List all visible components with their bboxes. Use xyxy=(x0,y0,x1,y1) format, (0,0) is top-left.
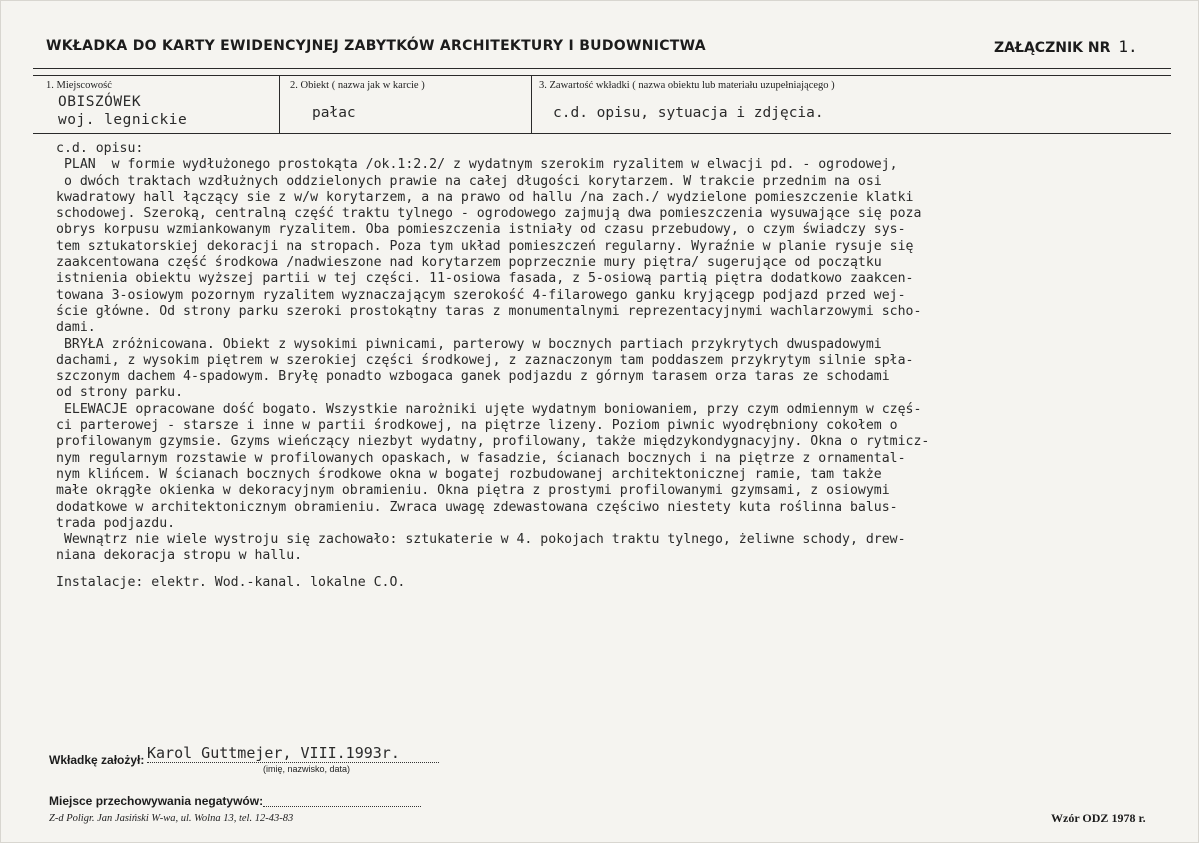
body-line: zaakcentowana część środkowa /nadwieszone nad korytarzem poprzecznie mury piętra/ sugerujące od początku xyxy=(56,255,882,271)
form-id: Wzór ODZ 1978 r. xyxy=(1051,811,1146,825)
locality-value-line2: woj. legnickie xyxy=(58,112,188,128)
body-line: Instalacje: elektr. Wod.-kanal. lokalne C.O. xyxy=(56,574,406,590)
body-line: Wewnątrz nie wiele wystroju się zachowało: sztukaterie w 4. pokojach traktu tylnego, żeliwne schody, drew- xyxy=(56,532,906,548)
field-divider-2 xyxy=(531,75,532,133)
body-line: ci parterowej - starsze i inne w partii środkowej, na piętrze lizeny. Poziom piwnic wyodrębniony cokołem o xyxy=(56,418,898,434)
author-dotted-line xyxy=(147,762,439,763)
body-line: ELEWACJE opracowane dość bogato. Wszystkie narożniki ujęte wydatnym boniowaniem, przy czym odmiennym w częś- xyxy=(56,401,922,417)
body-line: dachami, z wysokim piętrem w szerokiej części środkowej, z zaznaczonym tam poddaszem przykrytym silnie spła- xyxy=(56,352,914,368)
object-value: pałac xyxy=(312,105,356,121)
author-label: Wkładkę założył: xyxy=(49,753,145,767)
print-note: Z-d Poligr. Jan Jasiński W-wa, ul. Wolna 13, tel. 12-43-83 xyxy=(49,813,294,824)
body-line: dami. xyxy=(56,320,96,336)
body-line: małe okrągłe okienka w dekoracyjnym obramieniu. Okna piętra z prostymi profilowanymi gzymsami, z osiowymi xyxy=(56,483,890,499)
locality-value-line1: OBISZÓWEK xyxy=(58,94,142,110)
annex-label: ZAŁĄCZNIK NR xyxy=(994,40,1111,56)
locality-label: 1. Miejscowość xyxy=(46,80,112,91)
field-divider-1 xyxy=(279,75,280,133)
body-line: kwadratowy hall łączący sie z w/w korytarzem, a na prawo od hallu /na zach./ wydzielone pomieszczenie klatki xyxy=(56,189,914,205)
contents-label: 3. Zawartość wkładki ( nazwa obiektu lub materiału uzupełniającego ) xyxy=(539,80,835,91)
fields-bottom-rule xyxy=(33,133,1171,134)
body-line: towana 3-osiowym pozornym ryzalitem wyznaczającym szerokość 4-filarowego ganku kryjącegp podjazd przed wej- xyxy=(56,287,906,303)
body-line: PLAN w formie wydłużonego prostokąta /ok.1:2.2/ z wydatnym szerokim ryzalitem w elwacji pd. - ogrodowej, xyxy=(56,157,898,173)
body-line: obrys korpusu wzmiankowanym ryzalitem. Oba pomieszczenia istniały od czasu przebudowy, o czym świadczy sys- xyxy=(56,222,906,238)
contents-value: c.d. opisu, sytuacja i zdjęcia. xyxy=(553,105,824,121)
body-line: niana dekoracja stropu w hallu. xyxy=(56,548,303,564)
annex-number: 1. xyxy=(1118,37,1138,56)
body-line: ście główne. Od strony parku szeroki prostokątny taras z monumentalnymi reprezentacyjnymi wachlarzowymi scho- xyxy=(56,303,922,319)
body-line: nym regularnym rozstawie w profilowanych opaskach, w fasadzie, ścianach bocznych i na piętrze z ornamental- xyxy=(56,450,906,466)
body-line: trada podjazdu. xyxy=(56,515,176,531)
body-line: profilowanym gzymsie. Gzyms wieńczący niezbyt wydatny, profilowany, także międzykondygnacyjny. Okna o rytmicz- xyxy=(56,434,930,450)
object-label: 2. Obiekt ( nazwa jak w karcie ) xyxy=(290,80,425,91)
annex-heading xyxy=(994,37,1138,56)
negatives-dotted-line xyxy=(263,806,421,807)
body-line: tem sztukatorskiej dekoracji na stropach. Poza tym układ pomieszczeń regularny. Wyraźnie w planie rysuje się xyxy=(56,238,914,254)
fields-top-rule xyxy=(33,75,1171,76)
body-line: od strony parku. xyxy=(56,385,184,401)
body-line: nym klińcem. W ścianach bocznych środkowe okna w bogatej rozbudowanej architektonicznej ramie, tam także xyxy=(56,466,882,482)
body-line: istnienia obiektu wyższej partii w tej części. 11-osiowa fasada, z 5-osiową partią piętra dodatkowo zaakcen- xyxy=(56,271,914,287)
negatives-label: Miejsce przechowywania negatywów: xyxy=(49,794,264,808)
author-caption: (imię, nazwisko, data) xyxy=(263,764,351,774)
header-top-rule xyxy=(33,68,1171,69)
body-line: szczonym dachem 4-spadowym. Bryłę ponadto wzbogaca ganek podjazdu z górnym tarasem orza taras ze schodami xyxy=(56,369,890,385)
body-line: o dwóch traktach wzdłużnych oddzielonych prawie na całej długości korytarzem. W trakcie przednim na osi xyxy=(56,173,882,189)
body-line: schodowej. Szeroką, centralną część traktu tylnego - ogrodowego zajmują dwa pomieszczenia wysuwające się poza xyxy=(56,206,922,222)
description-body xyxy=(56,141,1186,591)
form-title: WKŁADKA DO KARTY EWIDENCYJNEJ ZABYTKÓW ARCHITEKTURY I BUDOWNICTWA xyxy=(46,38,706,54)
body-line: dodatkowe w architektonicznym obramieniu. Zwraca uwagę zdewastowana częściwo niestety kuta roślinna balus- xyxy=(56,499,898,515)
body-line: c.d. opisu: xyxy=(56,141,144,156)
body-line: BRYŁA zróżnicowana. Obiekt z wysokimi piwnicami, parterowy w bocznych partiach przykrytych dwuspadowymi xyxy=(56,336,882,352)
author-value: Karol Guttmejer, VIII.1993r. xyxy=(147,744,400,762)
